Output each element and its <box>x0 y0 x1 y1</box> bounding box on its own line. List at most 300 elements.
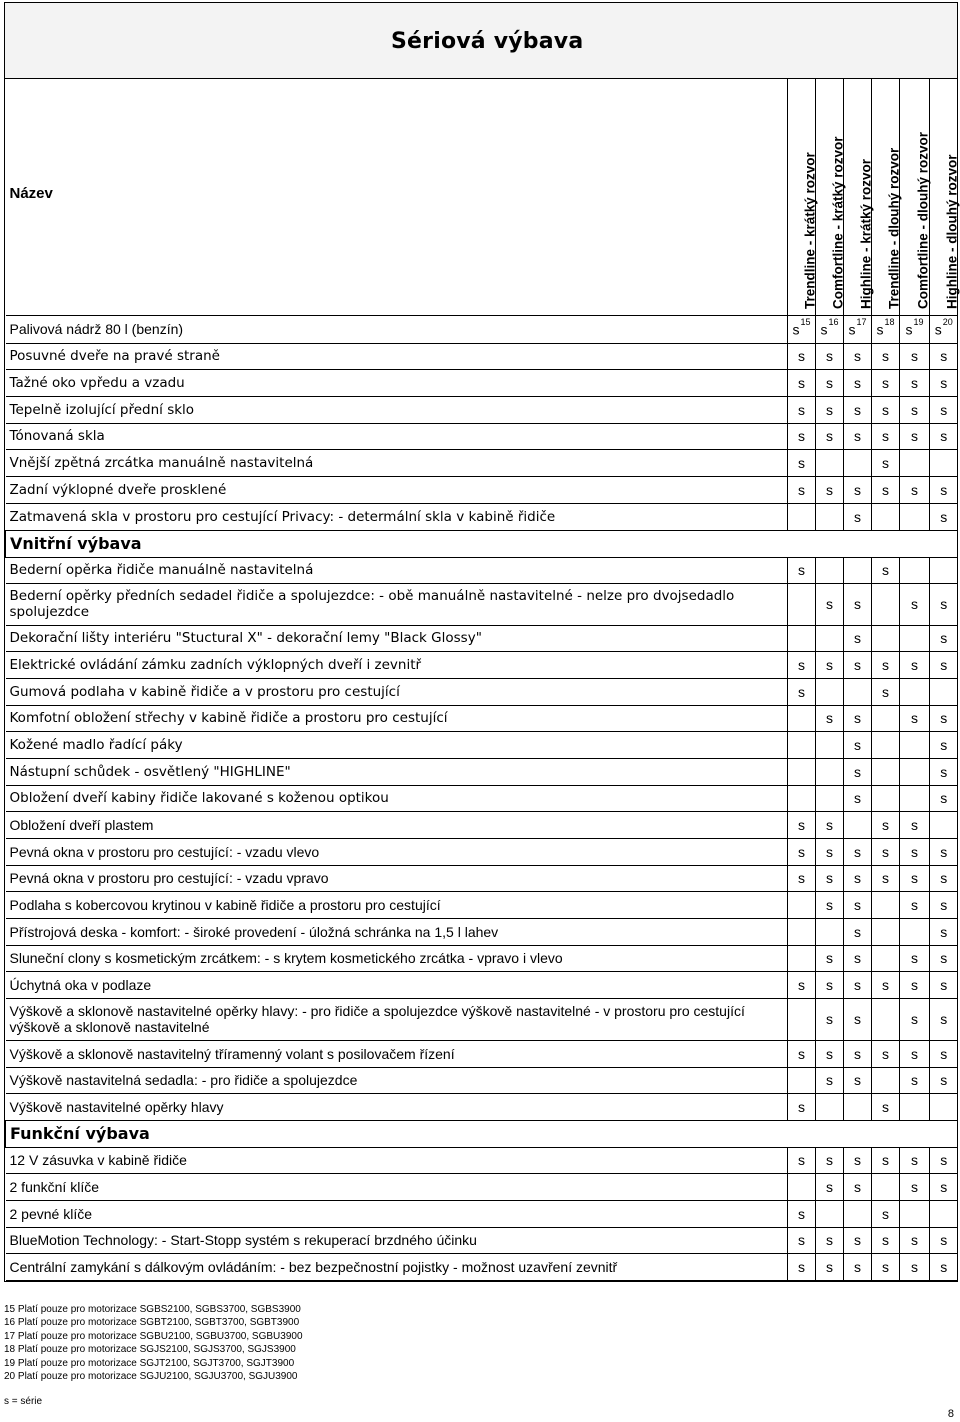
availability-cell: s <box>788 369 816 396</box>
availability-cell: s <box>930 423 958 449</box>
table-row <box>6 1093 958 1120</box>
availability-cell: s <box>900 423 930 449</box>
availability-cell: s <box>844 1173 872 1200</box>
availability-cell <box>872 625 900 651</box>
availability-cell <box>900 678 930 705</box>
availability-cell: s <box>816 945 844 971</box>
name-column-header: Název <box>6 79 788 315</box>
availability-cell <box>788 945 816 971</box>
availability-cell: s <box>816 1227 844 1253</box>
availability-cell: s <box>788 423 816 449</box>
equipment-name: Dekorační lišty interiéru "Stuctural X" - dekorační lemy "Black Glossy" <box>6 625 788 651</box>
availability-cell: s <box>872 1200 900 1227</box>
availability-cell <box>788 625 816 651</box>
availability-cell <box>872 315 900 343</box>
footnote-ref: 15 <box>800 316 811 327</box>
availability-cell <box>872 1173 900 1200</box>
table-row <box>6 1067 958 1093</box>
availability-cell: s <box>872 369 900 396</box>
page-title: Sériová výbava <box>391 29 584 54</box>
availability-cell: s <box>930 625 958 651</box>
availability-cell: s <box>900 396 930 423</box>
availability-mark: s <box>934 321 942 338</box>
availability-cell <box>900 315 930 343</box>
equipment-name: Posuvné dveře na pravé straně <box>6 343 788 369</box>
availability-cell: s <box>930 503 958 530</box>
availability-cell: s <box>900 945 930 971</box>
table-row <box>6 998 958 1040</box>
table-row <box>6 1173 958 1200</box>
availability-cell <box>872 705 900 731</box>
availability-cell: s <box>844 705 872 731</box>
availability-cell: s <box>930 758 958 785</box>
availability-cell <box>900 918 930 945</box>
availability-cell: s <box>900 1067 930 1093</box>
equipment-name: Nástupní schůdek - osvětlený "HIGHLINE" <box>6 758 788 785</box>
equipment-name: Pevná okna v prostoru pro cestující: - vzadu vpravo <box>6 865 788 891</box>
availability-cell <box>930 678 958 705</box>
availability-cell: s <box>788 865 816 891</box>
availability-cell <box>788 705 816 731</box>
equipment-name: Zatmavená skla v prostoru pro cestující Privacy: - determální skla v kabině řidiče <box>6 503 788 530</box>
availability-cell: s <box>930 971 958 998</box>
availability-cell: s <box>872 678 900 705</box>
table-row <box>6 678 958 705</box>
availability-cell: s <box>930 918 958 945</box>
availability-cell <box>872 891 900 918</box>
availability-cell: s <box>872 1253 900 1280</box>
availability-cell: s <box>872 557 900 583</box>
availability-cell <box>930 557 958 583</box>
equipment-name: Centrální zamykání s dálkovým ovládáním: - bez bezpečnostní pojistky - možnost uzavření zevnitř <box>6 1253 788 1280</box>
availability-cell: s <box>930 651 958 678</box>
availability-cell <box>844 449 872 476</box>
equipment-name: 2 funkční klíče <box>6 1173 788 1200</box>
availability-cell: s <box>930 945 958 971</box>
availability-cell <box>816 557 844 583</box>
availability-cell <box>844 1093 872 1120</box>
availability-cell: s <box>788 557 816 583</box>
availability-cell: s <box>816 705 844 731</box>
availability-cell: s <box>900 583 930 625</box>
availability-cell <box>816 1200 844 1227</box>
column-header-comfortline-long: Comfortline - dlouhý rozvor <box>900 79 930 315</box>
availability-cell: s <box>930 369 958 396</box>
availability-cell: s <box>816 891 844 918</box>
availability-cell: s <box>816 1040 844 1067</box>
availability-cell <box>900 758 930 785</box>
availability-cell <box>900 1200 930 1227</box>
footnote: 19 Platí pouze pro motorizace SGJT2100, SGJT3700, SGJT3900 <box>4 1357 295 1369</box>
equipment-name: Přístrojová deska - komfort: - široké provedení - úložná schránka na 1,5 l lahev <box>6 918 788 945</box>
availability-cell: s <box>816 343 844 369</box>
availability-cell: s <box>930 583 958 625</box>
equipment-name: Zadní výklopné dveře prosklené <box>6 476 788 503</box>
availability-cell <box>872 1067 900 1093</box>
table-row <box>6 865 958 891</box>
equipment-name: Gumová podlaha v kabině řidiče a v prostoru pro cestující <box>6 678 788 705</box>
availability-cell: s <box>788 1093 816 1120</box>
equipment-name: Obložení dveří plastem <box>6 811 788 838</box>
availability-cell: s <box>872 343 900 369</box>
availability-cell: s <box>844 651 872 678</box>
equipment-name: Výškově a sklonově nastavitelné opěrky hlavy: - pro řidiče a spolujezdce výškově nastavitelné - v prostoru pro cestující výškově a sklonově nastavitelné <box>6 998 788 1040</box>
availability-cell <box>788 1173 816 1200</box>
availability-cell: s <box>872 449 900 476</box>
availability-cell <box>816 785 844 811</box>
availability-cell <box>816 503 844 530</box>
availability-cell: s <box>900 838 930 865</box>
table-row <box>6 396 958 423</box>
table-row <box>6 731 958 758</box>
availability-cell: s <box>788 343 816 369</box>
availability-cell: s <box>844 865 872 891</box>
availability-cell: s <box>844 731 872 758</box>
table-row <box>6 583 958 625</box>
table-row <box>6 1253 958 1280</box>
availability-cell: s <box>930 1173 958 1200</box>
availability-cell: s <box>900 1147 930 1173</box>
availability-cell: s <box>930 998 958 1040</box>
footnote: 17 Platí pouze pro motorizace SGBU2100, SGBU3700, SGBU3900 <box>4 1330 303 1342</box>
equipment-name: Sluneční clony s kosmetickým zrcátkem: - s krytem kosmetického zrcátka - vpravo i vlevo <box>6 945 788 971</box>
availability-cell <box>900 785 930 811</box>
section-row <box>6 530 958 557</box>
table-row <box>6 651 958 678</box>
availability-cell: s <box>930 705 958 731</box>
footnote-ref: 20 <box>942 316 953 327</box>
availability-cell <box>900 625 930 651</box>
section-title: Vnitřní výbava <box>6 530 958 557</box>
availability-cell <box>930 315 958 343</box>
availability-cell: s <box>930 1253 958 1280</box>
availability-cell: s <box>872 1227 900 1253</box>
title-bar <box>5 3 957 79</box>
equipment-name: Obložení dveří kabiny řidiče lakované s koženou optikou <box>6 785 788 811</box>
equipment-name: Výškově nastavitelné opěrky hlavy <box>6 1093 788 1120</box>
availability-cell <box>844 315 872 343</box>
availability-cell: s <box>930 476 958 503</box>
availability-cell: s <box>872 651 900 678</box>
table-row <box>6 758 958 785</box>
availability-cell <box>900 1093 930 1120</box>
availability-cell: s <box>816 369 844 396</box>
availability-cell: s <box>788 1147 816 1173</box>
table-row <box>6 811 958 838</box>
equipment-name: Pevná okna v prostoru pro cestující: - vzadu vlevo <box>6 838 788 865</box>
availability-cell: s <box>816 1067 844 1093</box>
footnote: 16 Platí pouze pro motorizace SGBT2100, SGBT3700, SGBT3900 <box>4 1317 300 1329</box>
equipment-name: 12 V zásuvka v kabině řidiče <box>6 1147 788 1173</box>
availability-cell: s <box>788 811 816 838</box>
availability-cell: s <box>872 971 900 998</box>
availability-cell: s <box>930 785 958 811</box>
availability-cell <box>788 583 816 625</box>
availability-cell <box>930 1093 958 1120</box>
availability-cell <box>844 557 872 583</box>
table-row <box>6 1147 958 1173</box>
availability-cell <box>816 1093 844 1120</box>
availability-cell: s <box>930 731 958 758</box>
table-row <box>6 918 958 945</box>
availability-cell: s <box>900 705 930 731</box>
availability-cell: s <box>872 838 900 865</box>
availability-cell: s <box>844 785 872 811</box>
table-row <box>6 503 958 530</box>
availability-cell: s <box>788 651 816 678</box>
availability-cell: s <box>788 838 816 865</box>
availability-cell: s <box>844 1253 872 1280</box>
availability-cell: s <box>788 1040 816 1067</box>
equipment-document <box>4 2 958 1282</box>
table-row <box>6 971 958 998</box>
availability-cell <box>844 678 872 705</box>
availability-cell: s <box>844 971 872 998</box>
availability-cell: s <box>844 1040 872 1067</box>
availability-cell: s <box>816 651 844 678</box>
availability-cell: s <box>872 423 900 449</box>
availability-cell: s <box>816 1253 844 1280</box>
availability-cell <box>872 731 900 758</box>
availability-mark: s <box>905 321 913 338</box>
column-header-comfortline-short: Comfortline - krátký rozvor <box>816 79 844 315</box>
availability-mark: s <box>792 321 800 338</box>
footnotes <box>4 1303 303 1383</box>
equipment-name: Výškově a sklonově nastavitelný tříramenný volant s posilovačem řízení <box>6 1040 788 1067</box>
availability-cell: s <box>930 396 958 423</box>
equipment-name: Podlaha s kobercovou krytinou v kabině řidiče a prostoru pro cestující <box>6 891 788 918</box>
availability-cell: s <box>844 891 872 918</box>
availability-cell: s <box>872 811 900 838</box>
availability-cell: s <box>788 449 816 476</box>
availability-cell: s <box>788 678 816 705</box>
equipment-name: Tepelně izolující přední sklo <box>6 396 788 423</box>
availability-cell: s <box>844 1227 872 1253</box>
availability-cell <box>788 315 816 343</box>
availability-cell <box>930 1200 958 1227</box>
availability-cell: s <box>816 396 844 423</box>
availability-cell <box>788 998 816 1040</box>
availability-cell: s <box>788 396 816 423</box>
availability-cell <box>872 785 900 811</box>
table-row <box>6 476 958 503</box>
availability-cell: s <box>930 1040 958 1067</box>
availability-cell: s <box>900 1253 930 1280</box>
availability-cell: s <box>816 583 844 625</box>
availability-cell: s <box>816 1173 844 1200</box>
availability-cell: s <box>930 1147 958 1173</box>
availability-cell: s <box>788 971 816 998</box>
page-number: 8 <box>947 1408 954 1420</box>
availability-cell <box>816 315 844 343</box>
availability-cell: s <box>788 1227 816 1253</box>
availability-cell: s <box>816 971 844 998</box>
equipment-name: Elektrické ovládání zámku zadních výklopných dveří i zevnitř <box>6 651 788 678</box>
column-header-trendline-long: Trendline - dlouhý rozvor <box>872 79 900 315</box>
availability-mark: s <box>820 321 828 338</box>
availability-cell <box>930 449 958 476</box>
equipment-name: Palivová nádrž 80 l (benzín) <box>6 315 788 343</box>
table-row <box>6 1227 958 1253</box>
availability-cell: s <box>872 1147 900 1173</box>
availability-cell: s <box>900 811 930 838</box>
table-row <box>6 315 958 343</box>
availability-cell <box>872 918 900 945</box>
availability-cell: s <box>900 1040 930 1067</box>
availability-cell <box>788 785 816 811</box>
availability-cell <box>816 449 844 476</box>
availability-cell: s <box>872 1040 900 1067</box>
availability-cell <box>788 758 816 785</box>
availability-cell <box>872 758 900 785</box>
column-header-highline-short: Highline - krátký rozvor <box>844 79 872 315</box>
availability-cell <box>788 918 816 945</box>
equipment-table <box>5 79 958 1281</box>
equipment-name: Tónovaná skla <box>6 423 788 449</box>
availability-cell: s <box>930 1227 958 1253</box>
availability-cell: s <box>844 758 872 785</box>
availability-cell <box>930 811 958 838</box>
availability-cell: s <box>900 651 930 678</box>
table-row <box>6 945 958 971</box>
availability-cell <box>788 1067 816 1093</box>
availability-cell: s <box>900 971 930 998</box>
table-row <box>6 838 958 865</box>
availability-cell: s <box>872 1093 900 1120</box>
availability-cell: s <box>844 625 872 651</box>
availability-cell <box>816 731 844 758</box>
availability-mark: s <box>876 321 884 338</box>
table-row <box>6 705 958 731</box>
availability-cell: s <box>900 1227 930 1253</box>
availability-cell: s <box>816 838 844 865</box>
availability-cell: s <box>900 998 930 1040</box>
availability-cell <box>788 503 816 530</box>
availability-cell: s <box>844 343 872 369</box>
availability-cell <box>872 583 900 625</box>
equipment-name: Komfotní obložení střechy v kabině řidiče a prostoru pro cestující <box>6 705 788 731</box>
availability-cell: s <box>816 865 844 891</box>
availability-cell: s <box>900 865 930 891</box>
availability-cell: s <box>930 1067 958 1093</box>
availability-cell <box>872 945 900 971</box>
availability-cell: s <box>844 503 872 530</box>
table-row <box>6 557 958 583</box>
column-header-highline-long: Highline - dlouhý rozvor <box>930 79 958 315</box>
column-header-trendline-short: Trendline - krátký rozvor <box>788 79 816 315</box>
availability-cell: s <box>844 476 872 503</box>
equipment-name: Výškově nastavitelná sedadla: - pro řidiče a spolujezdce <box>6 1067 788 1093</box>
availability-cell <box>844 1200 872 1227</box>
availability-cell: s <box>788 1253 816 1280</box>
availability-cell: s <box>872 476 900 503</box>
availability-cell: s <box>844 1067 872 1093</box>
section-title: Funkční výbava <box>6 1120 958 1147</box>
availability-cell <box>788 891 816 918</box>
availability-cell: s <box>816 811 844 838</box>
availability-cell <box>900 731 930 758</box>
table-row <box>6 343 958 369</box>
footnote-ref: 17 <box>856 316 867 327</box>
footnote: 15 Platí pouze pro motorizace SGBS2100, SGBS3700, SGBS3900 <box>4 1304 301 1315</box>
availability-cell: s <box>900 1173 930 1200</box>
availability-cell: s <box>788 476 816 503</box>
availability-cell: s <box>900 476 930 503</box>
availability-cell: s <box>930 891 958 918</box>
equipment-name: Vnější zpětná zrcátka manuálně nastavitelná <box>6 449 788 476</box>
section-row <box>6 1120 958 1147</box>
availability-cell <box>872 998 900 1040</box>
table-row <box>6 1200 958 1227</box>
table-row <box>6 449 958 476</box>
availability-cell <box>788 731 816 758</box>
availability-cell <box>816 918 844 945</box>
availability-cell: s <box>930 343 958 369</box>
availability-cell: s <box>900 891 930 918</box>
footnote: 18 Platí pouze pro motorizace SGJS2100, SGJS3700, SGJS3900 <box>4 1344 296 1356</box>
availability-cell: s <box>844 945 872 971</box>
legend: s = série <box>4 1396 43 1407</box>
table-row <box>6 423 958 449</box>
availability-cell: s <box>930 865 958 891</box>
table-row <box>6 1040 958 1067</box>
footnote-ref: 16 <box>828 316 839 327</box>
availability-cell: s <box>816 998 844 1040</box>
availability-cell: s <box>900 369 930 396</box>
footnote: 20 Platí pouze pro motorizace SGJU2100, SGJU3700, SGJU3900 <box>4 1371 298 1383</box>
availability-cell <box>872 503 900 530</box>
equipment-name: Bederní opěrka řidiče manuálně nastavitelná <box>6 557 788 583</box>
equipment-name: Tažné oko vpředu a vzadu <box>6 369 788 396</box>
availability-cell: s <box>844 1147 872 1173</box>
availability-cell: s <box>844 396 872 423</box>
equipment-name: Bederní opěrky předních sedadel řidiče a spolujezdce: - obě manuálně nastavitelné - nelze pro dvojsedadlo spolujezdce <box>6 583 788 625</box>
availability-cell <box>900 449 930 476</box>
equipment-name: Kožené madlo řadící páky <box>6 731 788 758</box>
availability-cell <box>900 557 930 583</box>
table-row <box>6 891 958 918</box>
availability-cell: s <box>844 998 872 1040</box>
table-header-row <box>6 79 958 315</box>
availability-cell: s <box>844 583 872 625</box>
availability-cell <box>816 758 844 785</box>
availability-cell: s <box>844 918 872 945</box>
availability-cell: s <box>930 838 958 865</box>
table-row <box>6 625 958 651</box>
availability-cell: s <box>844 369 872 396</box>
availability-cell <box>816 678 844 705</box>
availability-cell: s <box>900 343 930 369</box>
availability-cell: s <box>844 423 872 449</box>
availability-cell <box>844 811 872 838</box>
table-row <box>6 369 958 396</box>
equipment-name: Úchytná oka v podlaze <box>6 971 788 998</box>
availability-cell <box>900 503 930 530</box>
availability-cell <box>816 625 844 651</box>
availability-cell: s <box>872 396 900 423</box>
availability-cell: s <box>816 476 844 503</box>
availability-cell: s <box>816 1147 844 1173</box>
table-row <box>6 785 958 811</box>
equipment-name: 2 pevné klíče <box>6 1200 788 1227</box>
availability-cell: s <box>816 423 844 449</box>
availability-mark: s <box>848 321 856 338</box>
footnote-ref: 18 <box>884 316 895 327</box>
footnote-ref: 19 <box>913 316 924 327</box>
availability-cell: s <box>872 865 900 891</box>
equipment-name: BlueMotion Technology: - Start-Stopp systém s rekuperací brzdného účinku <box>6 1227 788 1253</box>
availability-cell: s <box>844 838 872 865</box>
